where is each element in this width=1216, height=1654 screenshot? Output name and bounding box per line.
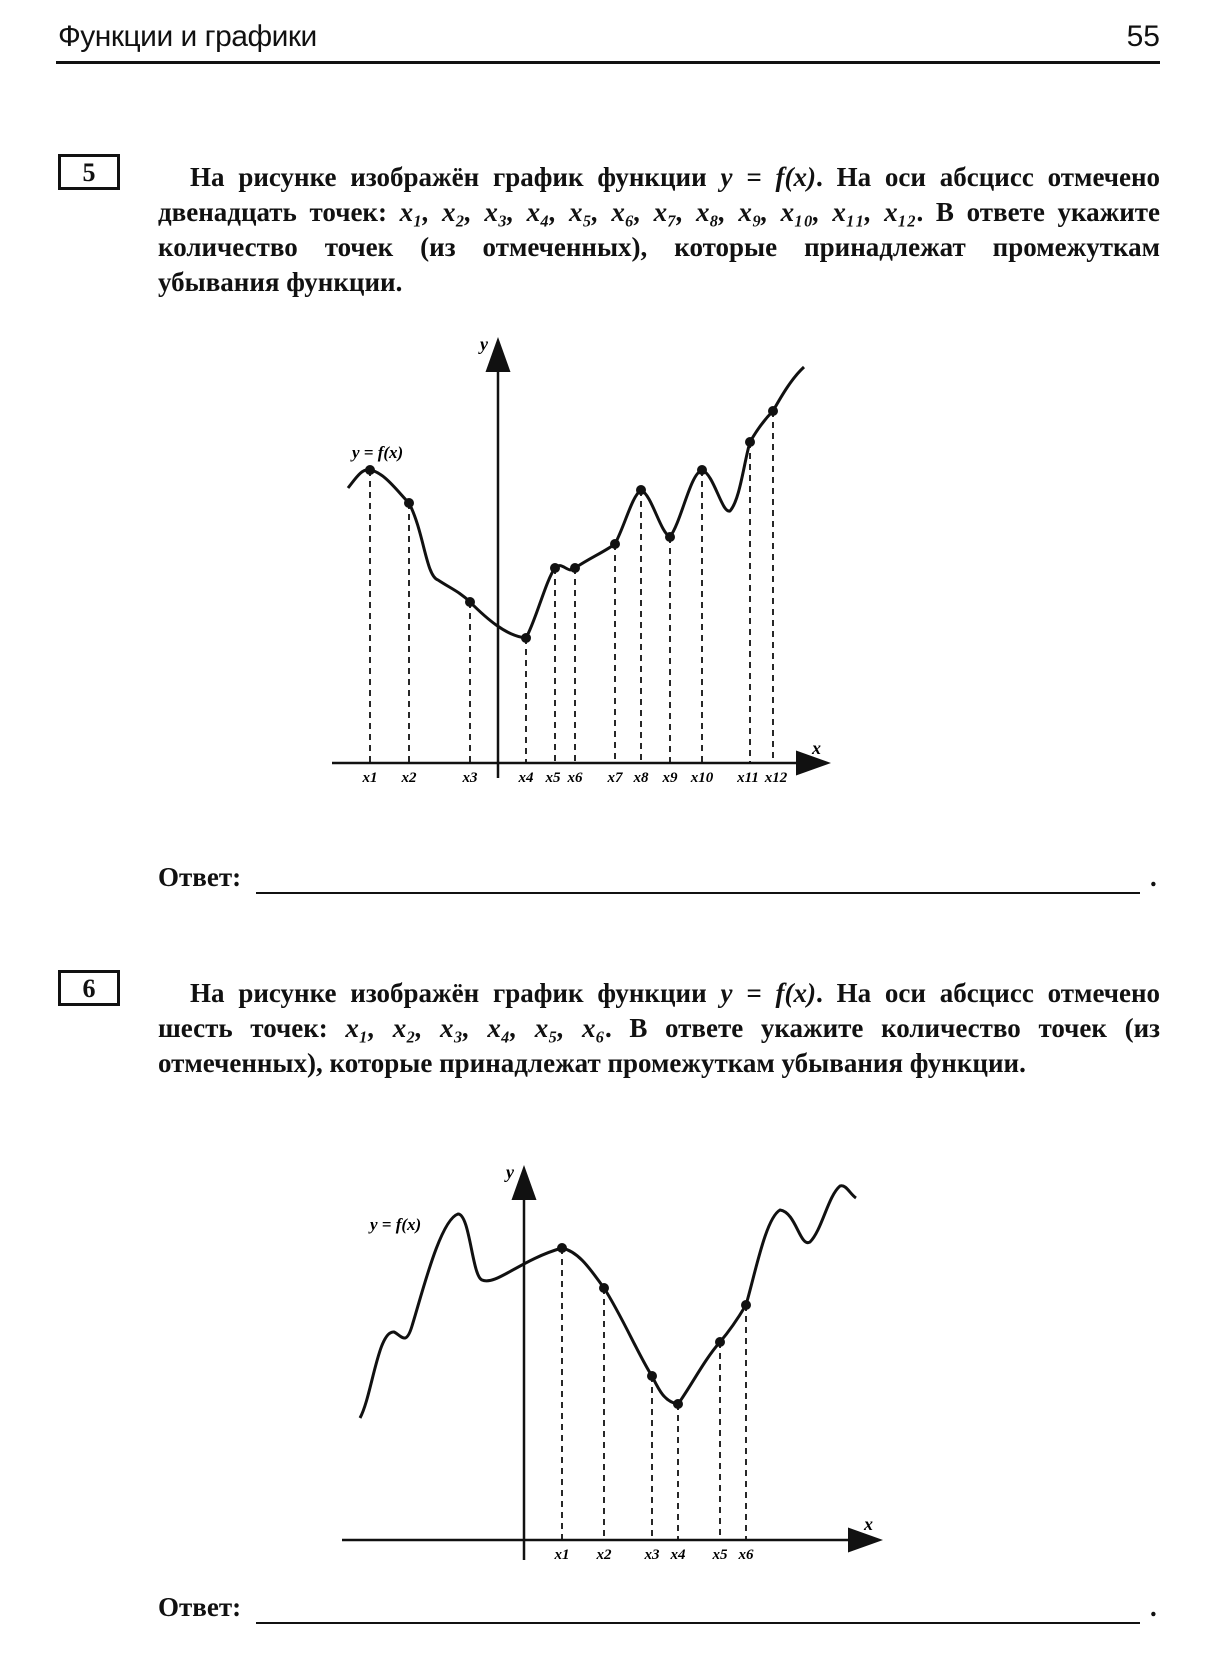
task-5-text-lead: На рисунке изображён график функции	[190, 162, 721, 192]
task-6-marked-points	[557, 1243, 751, 1409]
task-5-tick-x2: x2	[401, 770, 417, 786]
running-header-title: Функции и графики	[58, 20, 317, 53]
task-5-tick-x9: x9	[662, 770, 678, 786]
task-5-tick-x1: x1	[362, 770, 378, 786]
task-5-tick-x7: x7	[607, 770, 623, 786]
task-5-tick-x3: x3	[462, 770, 478, 786]
task-6-points-list: x₁, x₂, x₃, x₄, x₅, x₆	[345, 1013, 605, 1043]
task-5-tick-x10: x10	[690, 770, 714, 786]
task-6-tick-x4: x4	[670, 1547, 686, 1563]
task-5-answer-line	[256, 892, 1140, 894]
task-6-answer-line	[256, 1622, 1140, 1624]
task-6-text-lead: На рисунке изображён график функции	[190, 978, 721, 1008]
task-6-x-axis-label: x	[864, 1514, 873, 1534]
task-6-answer-dot: .	[1150, 1592, 1157, 1622]
task-6-graph	[0, 1150, 1216, 1570]
task-6-tick-x6: x6	[738, 1547, 754, 1563]
task-6-text-end: . В ответе укажите количество точек (из отмеченных), которые принадлежат промежуткам убывания функции.	[158, 1013, 1160, 1078]
task-6-tick-x3: x3	[644, 1547, 660, 1563]
task-5-y-axis-label: y	[480, 334, 488, 354]
task-6-tick-x1: x1	[554, 1547, 570, 1563]
task-6-function: y = f(x)	[720, 978, 816, 1008]
task-5-text-mid: . На оси абсцисс отмечено двенадцать точек:	[158, 162, 1161, 227]
task-5-answer-dot: .	[1150, 862, 1157, 892]
task-5-tick-x6: x6	[567, 770, 583, 786]
task-5-number-box: 5	[58, 154, 120, 190]
task-6-function-label: y = f(x)	[370, 1215, 422, 1234]
task-5-x-axis-label: x	[812, 738, 821, 758]
task-6-answer	[158, 1592, 1160, 1632]
task-5-guides	[370, 411, 773, 763]
task-6-answer-label: Ответ:	[158, 1592, 242, 1622]
task-5-tick-x5: x5	[545, 770, 561, 786]
task-5-answer	[158, 862, 1160, 902]
task-5-answer-label: Ответ:	[158, 862, 242, 892]
task-5-tick-x11: x11	[737, 770, 759, 786]
task-5-marked-points	[365, 406, 778, 643]
task-6-y-axis-label: y	[506, 1162, 514, 1182]
task-6-number-box: 6	[58, 970, 120, 1006]
task-6-guides	[562, 1248, 746, 1540]
task-5-tick-x8: x8	[633, 770, 649, 786]
task-5-tick-x4: x4	[518, 770, 534, 786]
task-5-points-list: x₁, x₂, x₃, x₄, x₅, x₆, x₇, x₈, x₉, x₁₀, x₁₁, x₁₂	[399, 197, 917, 227]
task-6-tick-x5: x5	[712, 1547, 728, 1563]
page-number: 55	[1126, 20, 1160, 53]
task-5-function-curve	[348, 367, 804, 638]
task-5-text-end: . В ответе укажите количество точек (из отмеченных), которые принадлежат промежуткам убывания функции.	[158, 197, 1160, 297]
task-5-graph	[0, 320, 1216, 800]
task-5-tick-x12: x12	[764, 770, 788, 786]
task-6-tick-x2: x2	[596, 1547, 612, 1563]
task-6-text-mid: . На оси абсцисс отмечено шесть точек:	[158, 978, 1161, 1043]
task-6-function-curve	[360, 1186, 856, 1418]
task-5-statement	[158, 160, 1160, 300]
task-5-function: y = f(x)	[720, 162, 816, 192]
header-divider	[56, 61, 1160, 64]
task-5-function-label: y = f(x)	[352, 443, 404, 462]
task-6-statement	[158, 976, 1160, 1081]
